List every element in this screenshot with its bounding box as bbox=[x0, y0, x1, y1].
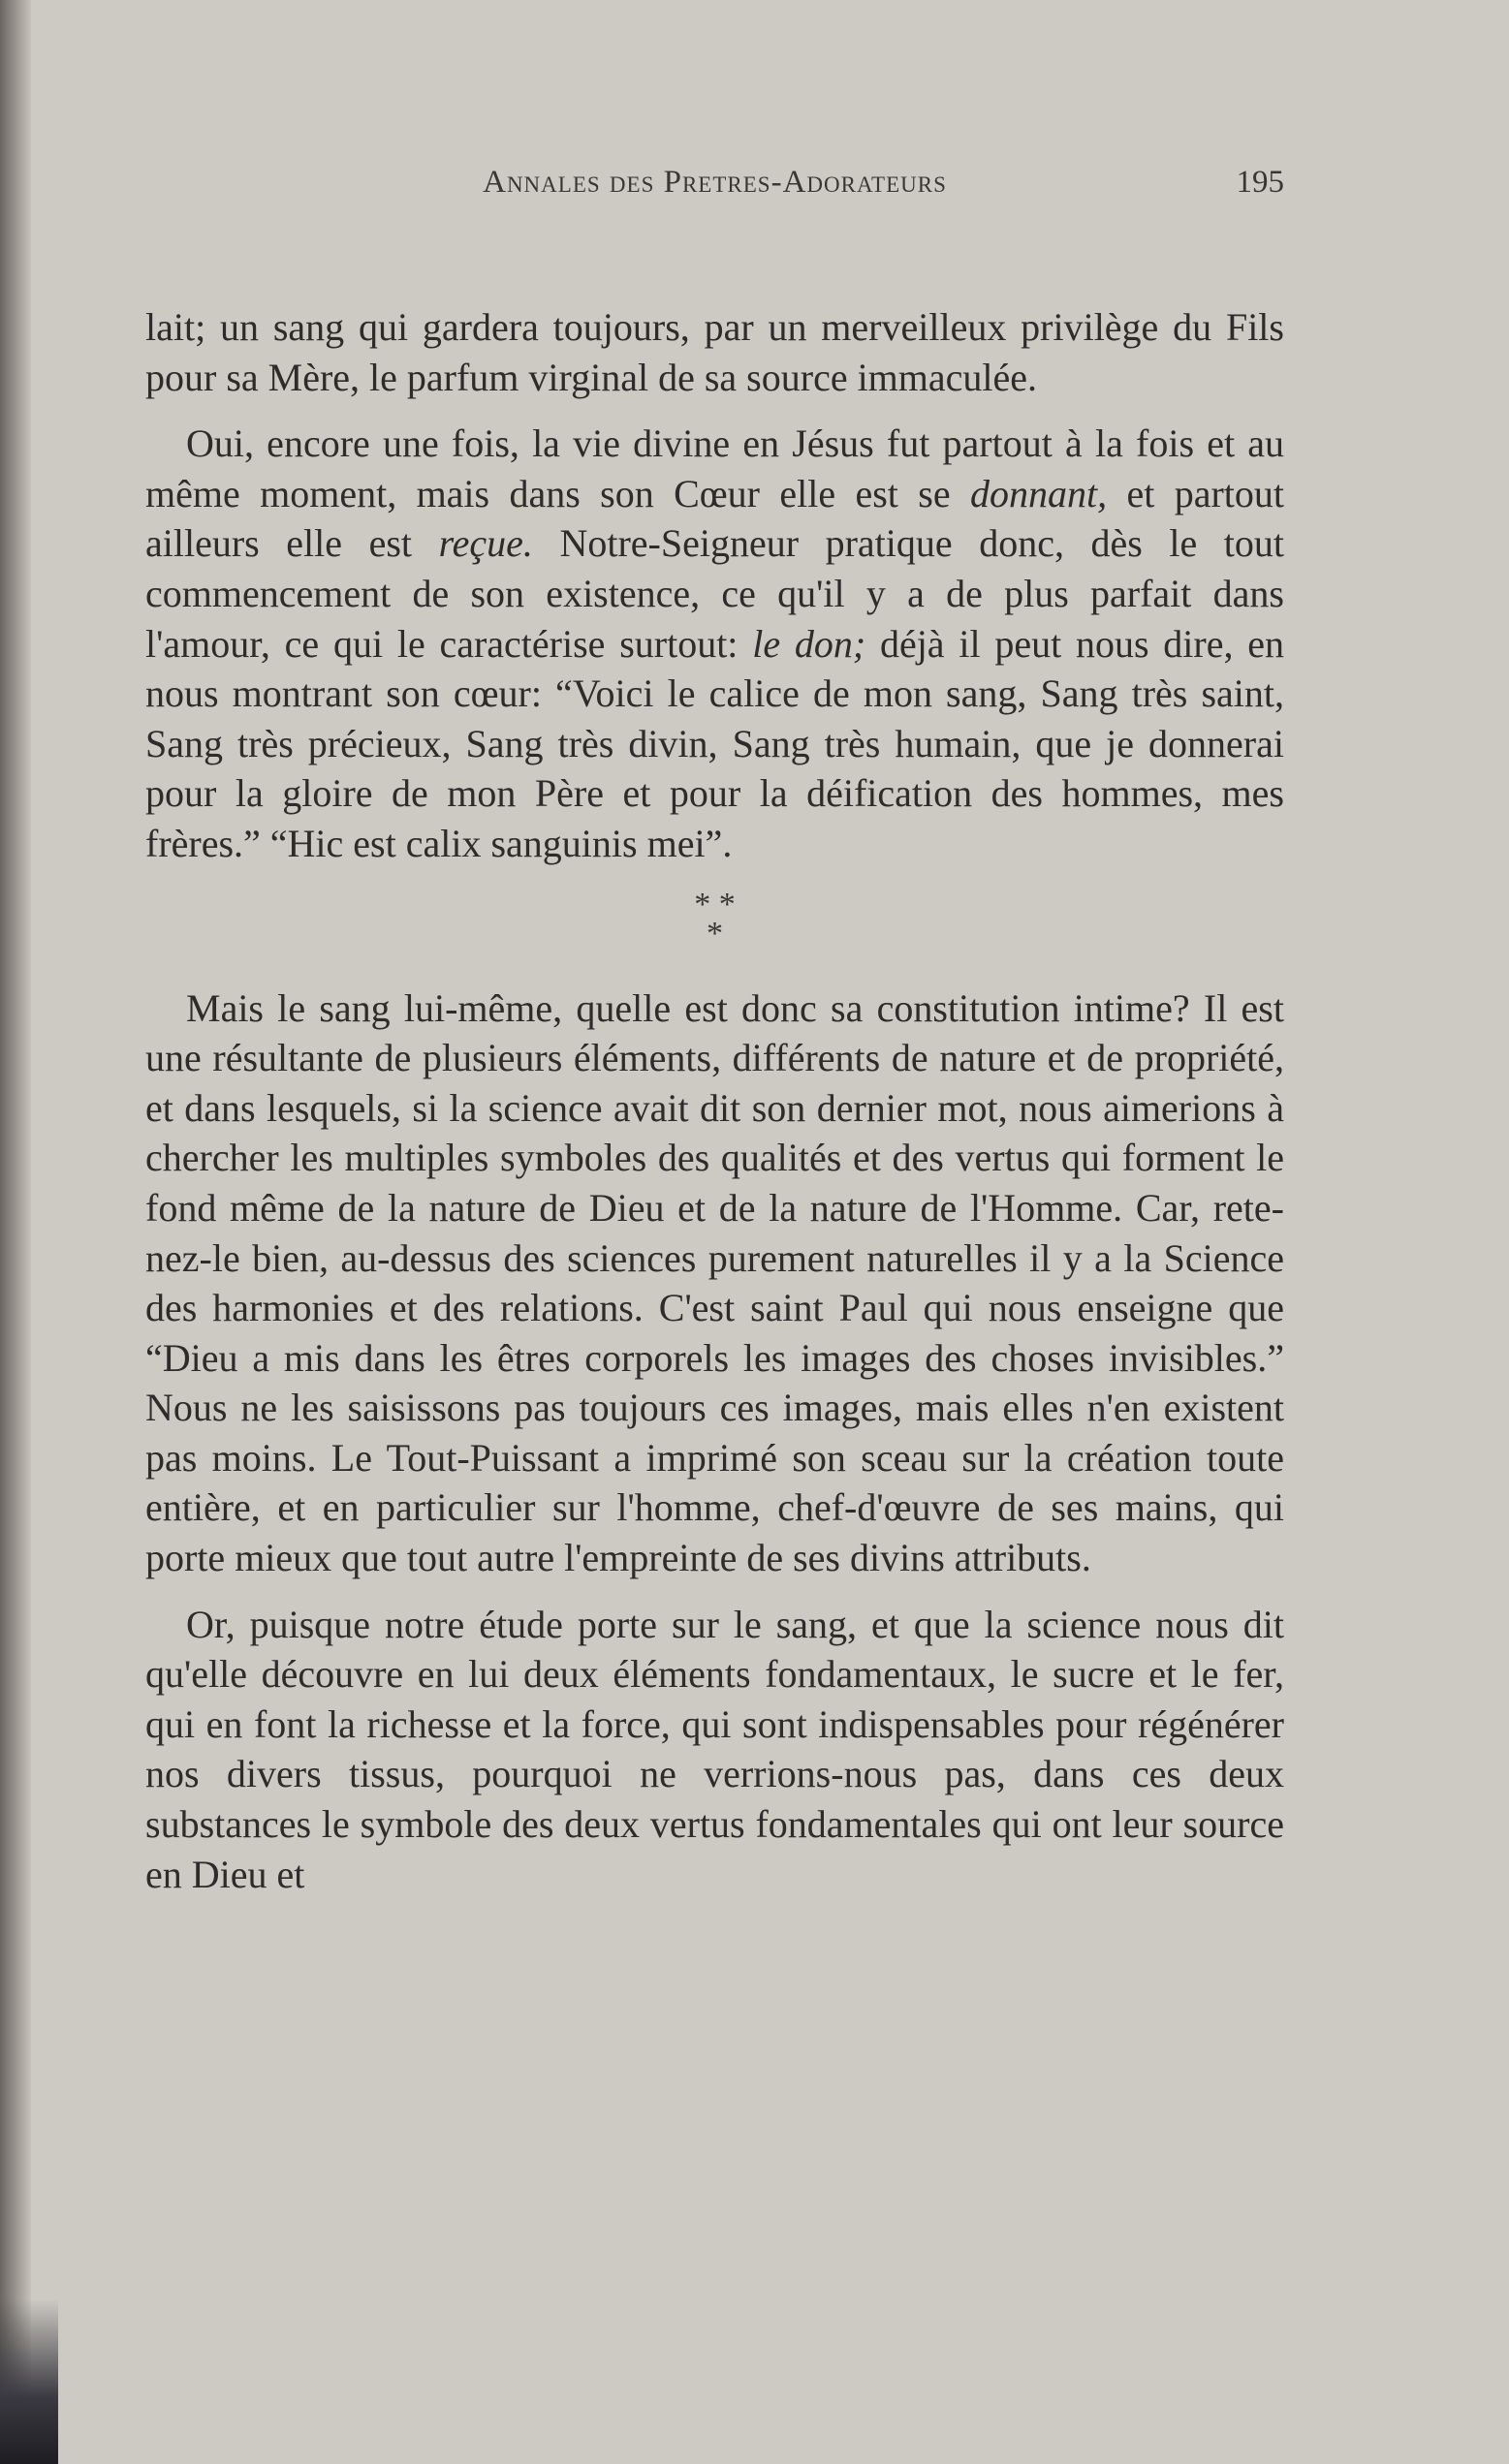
binding-shadow bbox=[0, 2299, 58, 2464]
italic-recue: reçue. bbox=[438, 521, 533, 566]
paragraph-4: Or, puisque notre étude porte sur le sang, et que la science nous dit qu'elle découvre en lui deux éléments fondamentaux, le sucre et le fer, qui en font la richesse et la force, qui sont indispensables pour régénérer nos divers tissus, pourquoi ne verrions-nous pas, dans ces deux substances le symbole des deux vertus fondamentales qui ont leur source en Dieu et bbox=[145, 1602, 1284, 1896]
asterism-top: * * bbox=[694, 886, 736, 922]
paragraph-2-part-d: déjà il peut nous dire, en nous montrant son cœur: “Voici le calice de mon sang, Sang très saint, Sang très précieux, Sang très divin, Sang très humain, que je donnerai pour la gloire de mon Père et pour la déification des hommes, mes frères.” “Hic est calix sanguinis mei”. bbox=[145, 621, 1285, 865]
paragraph-2 bbox=[145, 419, 1284, 868]
running-title: Annales des Pretres-Adorateurs bbox=[483, 165, 947, 200]
book-spine bbox=[0, 0, 31, 2464]
page-number: 195 bbox=[1236, 165, 1284, 200]
body-text bbox=[145, 302, 1284, 1899]
paragraph-2-part-b: et partout ailleurs elle est bbox=[145, 471, 1285, 566]
section-asterism bbox=[145, 886, 1284, 951]
asterism-bottom: * bbox=[707, 915, 723, 951]
paragraph-3: Mais le sang lui-même, quelle est donc sa constitution intime? Il est une résultante de plusieurs éléments, différents de nature et de propriété, et dans lesquels, si la science avait dit son dernier mot, nous aimerions à chercher les multiples symboles des qualités et des vertus qui forment le fond même de la nature de Dieu et de la nature de l'Homme. Car, retenez-le bien, au-dessus des sciences purement naturelles il y a la Science des harmonies et des relations. C'est saint Paul qui nous enseigne que “Dieu a mis dans les êtres corporels les images des choses invisibles.” Nous ne les saisissons pas toujours ces images, mais elles n'en existent pas moins. Le Tout-Puissant a imprimé son sceau sur la création toute entière, et en particulier sur l'homme, chef-d'œuvre de ses mains, qui porte mieux que tout autre l'empreinte de ses divins attributs. bbox=[145, 985, 1284, 1580]
paragraph-1: lait; un sang qui gardera toujours, par un merveilleux privilège du Fils pour sa Mère, le parfum virginal de sa source immaculée. bbox=[145, 305, 1284, 399]
paragraph-2-part-a: Oui, encore une fois, la vie divine en Jésus fut partout à la fois et au même moment, mais dans son Cœur elle est se bbox=[145, 421, 1284, 515]
italic-le-don: le don; bbox=[752, 621, 866, 666]
page-header bbox=[145, 163, 1284, 202]
italic-donnant: donnant, bbox=[969, 471, 1108, 515]
paragraph-2-part-c: Notre-Seigneur pratique donc, dès le tout commencement de son existence, ce qu'il y a de plus parfait dans l'amour, ce qui le caractérise surtout: bbox=[145, 521, 1285, 666]
